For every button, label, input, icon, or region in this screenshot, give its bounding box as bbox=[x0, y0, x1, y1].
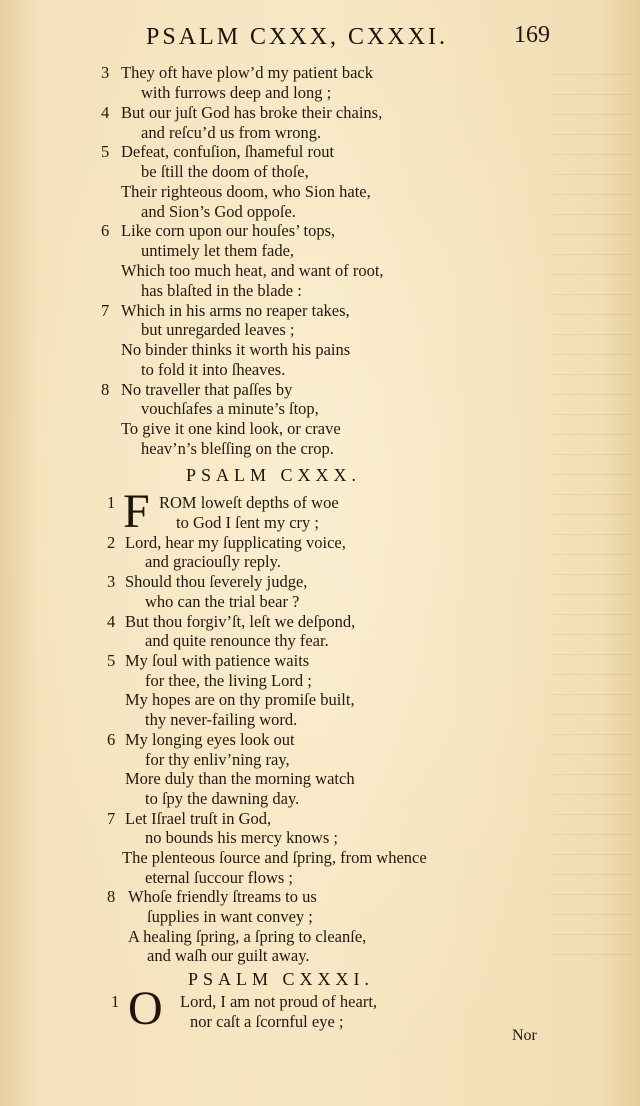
verse-number: 8 bbox=[107, 887, 116, 906]
verse-number: 6 bbox=[107, 730, 116, 749]
verse-line: Their righteous doom, who Sion hate, bbox=[121, 182, 371, 201]
verse-number: 7 bbox=[107, 809, 116, 828]
drop-cap: O bbox=[128, 982, 163, 1035]
verse-line: heav’n’s bleſſing on the crop. bbox=[141, 439, 334, 458]
verse-line: My longing eyes look out bbox=[125, 730, 295, 749]
verse-line: But thou forgiv’ſt, leſt we deſpond, bbox=[125, 612, 356, 631]
running-head: PSALM CXXX, CXXXI. bbox=[146, 24, 449, 50]
verse-line: Defeat, confuſion, ſhameful rout bbox=[121, 142, 335, 161]
verse-line: for thy enliv’ning ray, bbox=[145, 750, 290, 769]
verse-line: The plenteous ſource and ſpring, from whence bbox=[122, 848, 427, 867]
verse-number: 6 bbox=[101, 221, 110, 240]
verse-line: Should thou ſeverely judge, bbox=[125, 572, 308, 591]
verse-line: no bounds his mercy knows ; bbox=[145, 828, 338, 847]
verse-line: ſupplies in want convey ; bbox=[147, 907, 313, 926]
verse-line: Which too much heat, and want of root, bbox=[121, 261, 384, 280]
verse-line: My hopes are on thy promiſe built, bbox=[125, 690, 355, 709]
verse-line: for thee, the living Lord ; bbox=[145, 671, 312, 690]
verse-line: Lord, I am not proud of heart, bbox=[180, 992, 378, 1011]
verse-line: But our juſt God has broke their chains, bbox=[121, 103, 383, 122]
verse-line: and Sion’s God oppoſe. bbox=[141, 202, 296, 221]
verse-line: More duly than the morning watch bbox=[125, 769, 355, 788]
verse-number: 3 bbox=[107, 572, 116, 591]
verse-number: 2 bbox=[107, 533, 116, 552]
psalm-131-title: PSALM CXXXI. bbox=[188, 969, 375, 989]
verse-line: They oft have plow’d my patient back bbox=[121, 63, 374, 82]
verse-line: Which in his arms no reaper takes, bbox=[121, 301, 350, 320]
verse-line: has blaſted in the blade : bbox=[141, 281, 302, 300]
verse-line: Lord, hear my ſupplicating voice, bbox=[125, 533, 346, 552]
verse-line: and waſh our guilt away. bbox=[147, 946, 310, 965]
verse-number: 7 bbox=[101, 301, 110, 320]
verse-line: Whoſe friendly ſtreams to us bbox=[128, 887, 317, 906]
verse-line: be ſtill the doom of thoſe, bbox=[141, 162, 309, 181]
verse-number: 1 bbox=[111, 992, 120, 1011]
verse-line: thy never-failing word. bbox=[145, 710, 298, 729]
verse-line: with furrows deep and long ; bbox=[141, 83, 332, 102]
verse-line: My ſoul with patience waits bbox=[125, 651, 310, 670]
verse-number: 5 bbox=[101, 142, 110, 161]
verse-line: and graciouſly reply. bbox=[145, 552, 281, 571]
psalm-130-title: PSALM CXXX. bbox=[186, 465, 362, 485]
verse-line: and reſcu’d us from wrong. bbox=[141, 123, 322, 142]
drop-cap: F bbox=[123, 485, 150, 538]
verse-line: nor caſt a ſcornful eye ; bbox=[190, 1012, 344, 1031]
show-through bbox=[552, 60, 632, 960]
verse-line: untimely let them fade, bbox=[141, 241, 295, 260]
verse-line: to God I ſent my cry ; bbox=[176, 513, 319, 532]
verse-line: to ſpy the dawning day. bbox=[145, 789, 300, 808]
verse-line: No traveller that paſſes by bbox=[121, 380, 293, 399]
verse-line: who can the trial bear ? bbox=[145, 592, 300, 611]
verse-line: Like corn upon our houſes’ tops, bbox=[121, 221, 336, 240]
page-number: 169 bbox=[514, 22, 550, 48]
verse-line: eternal ſuccour flows ; bbox=[145, 868, 293, 887]
verse-line: vouchſafes a minute’s ſtop, bbox=[141, 399, 319, 418]
catchword: Nor bbox=[512, 1027, 537, 1044]
verse-number: 5 bbox=[107, 651, 116, 670]
verse-line: Let Iſrael truſt in God, bbox=[125, 809, 272, 828]
verse-number: 8 bbox=[101, 380, 110, 399]
verse-line: to fold it into ſheaves. bbox=[141, 360, 286, 379]
verse-line: ROM loweſt depths of woe bbox=[159, 493, 339, 512]
verse-line: A healing ſpring, a ſpring to cleanſe, bbox=[128, 927, 367, 946]
verse-number: 1 bbox=[107, 493, 116, 512]
verse-number: 3 bbox=[101, 63, 110, 82]
verse-line: and quite renounce thy fear. bbox=[145, 631, 329, 650]
verse-number: 4 bbox=[101, 103, 110, 122]
verse-line: but unregarded leaves ; bbox=[141, 320, 295, 339]
verse-number: 4 bbox=[107, 612, 116, 631]
verse-line: No binder thinks it worth his pains bbox=[121, 340, 351, 359]
verse-line: To give it one kind look, or crave bbox=[121, 419, 341, 438]
